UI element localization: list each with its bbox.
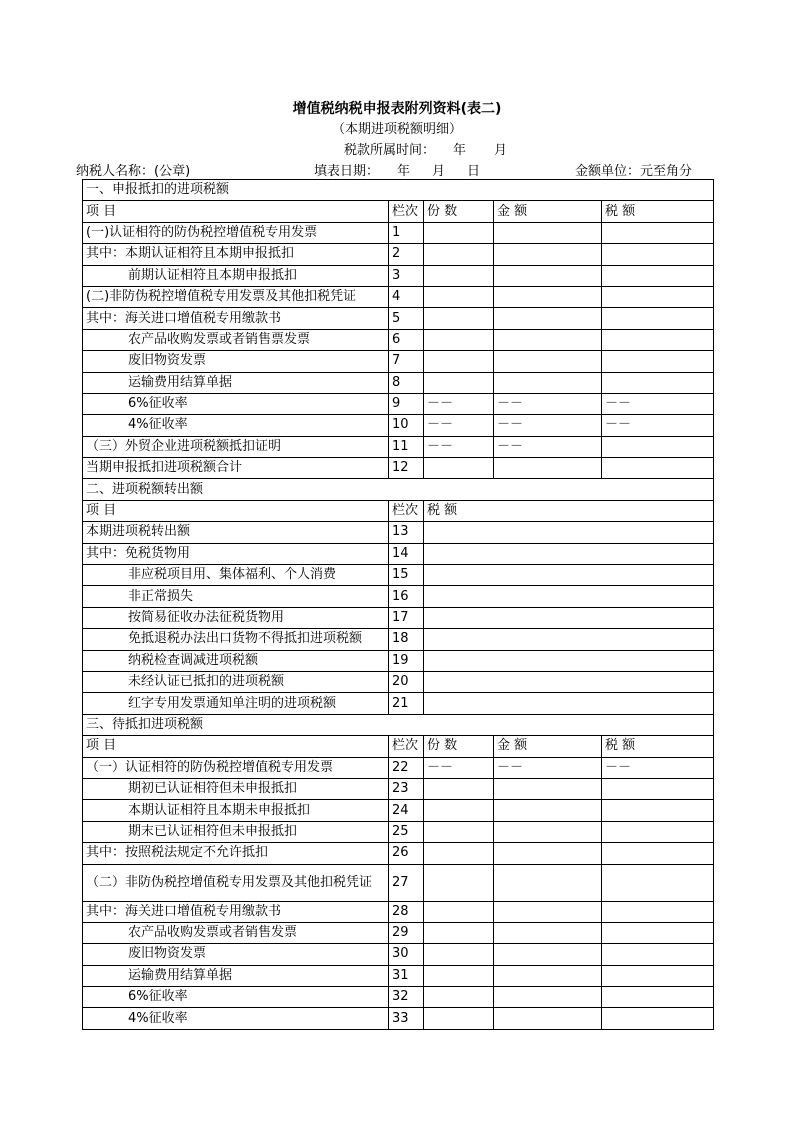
tax-cell[interactable] [602,800,714,821]
row-label: 6%征收率 [83,393,389,414]
copies-cell[interactable] [424,987,494,1008]
col-tax-header: 税 额 [424,500,714,521]
tax-cell[interactable] [424,671,714,692]
section-header-row [83,479,714,500]
table-row [83,629,714,650]
col-item-header: 项 目 [83,201,389,222]
table-row [83,650,714,671]
row-number: 11 [389,436,424,457]
copies-cell[interactable] [424,922,494,943]
row-label: （二）非防伪税控增值税专用发票及其他扣税凭证 [83,864,389,901]
amount-cell[interactable] [494,1008,602,1029]
amount-cell[interactable] [494,458,602,479]
row-number: 9 [389,393,424,414]
row-number: 15 [389,565,424,586]
amount-cell[interactable] [494,901,602,922]
copies-cell[interactable] [424,965,494,986]
input-tax-detail-table [82,179,714,1030]
row-label: 其中：免税货物用 [83,543,389,564]
tax-cell[interactable] [602,987,714,1008]
row-label: 期末已认证相符但未申报抵扣 [83,821,389,842]
row-label: (二)非防伪税控增值税专用发票及其他扣税凭证 [83,286,389,307]
table-row [83,565,714,586]
dash-cell: －－ [494,393,602,414]
table-row [83,987,714,1008]
row-number: 17 [389,607,424,628]
amount-cell[interactable] [494,864,602,901]
table-row [83,965,714,986]
row-label: 运输费用结算单据 [83,965,389,986]
table-row [83,222,714,243]
row-label: 红字专用发票通知单注明的进项税额 [83,693,389,714]
row-label: 非正常损失 [83,586,389,607]
column-header-row [83,500,714,521]
row-number: 13 [389,522,424,543]
copies-cell[interactable] [424,286,494,307]
table-row [83,329,714,350]
row-label: 当期申报抵扣进项税额合计 [83,458,389,479]
tax-cell[interactable] [602,308,714,329]
row-number: 4 [389,286,424,307]
row-number: 18 [389,629,424,650]
copies-cell[interactable] [424,351,494,372]
table-row [83,244,714,265]
copies-cell[interactable] [424,222,494,243]
fill-date-label: 填表日期： [314,164,380,179]
row-number: 14 [389,543,424,564]
amount-cell[interactable] [494,351,602,372]
row-number: 24 [389,800,424,821]
copies-cell[interactable] [424,901,494,922]
table-row [83,286,714,307]
table-row [83,607,714,628]
copies-cell[interactable] [424,778,494,799]
tax-cell[interactable] [602,436,714,457]
row-label: 前期认证相符且本期申报抵扣 [83,265,389,286]
row-number: 6 [389,329,424,350]
section-title: 一、申报抵扣的进项税额 [83,180,714,201]
table-row [83,693,714,714]
copies-cell[interactable] [424,329,494,350]
amount-cell[interactable] [494,244,602,265]
tax-period-year: 年 [453,143,467,158]
tax-cell[interactable] [424,586,714,607]
row-label: 其中：海关进口增值税专用缴款书 [83,308,389,329]
col-amount-header: 金 额 [494,736,602,757]
tax-period-month: 月 [494,143,508,158]
row-number: 23 [389,778,424,799]
table-row [83,351,714,372]
tax-cell[interactable] [602,944,714,965]
copies-cell[interactable] [424,800,494,821]
col-line-header: 栏次 [389,736,424,757]
tax-cell[interactable] [602,778,714,799]
col-copies-header: 份 数 [424,201,494,222]
row-label: 其中：本期认证相符且本期申报抵扣 [83,244,389,265]
form-title: 增值税纳税申报表附列资料(表二) [292,101,502,117]
tax-cell[interactable] [602,351,714,372]
table-row [83,1008,714,1029]
table-row [83,372,714,393]
table-row [83,436,714,457]
fill-date-day: 日 [467,164,481,179]
amount-cell[interactable] [494,965,602,986]
col-item-header: 项 目 [83,500,389,521]
copies-cell[interactable] [424,372,494,393]
tax-cell[interactable] [424,650,714,671]
section-header-row [83,180,714,201]
fill-date [314,160,480,179]
row-number: 19 [389,650,424,671]
copies-cell[interactable] [424,458,494,479]
amount-cell[interactable] [494,308,602,329]
row-label: 运输费用结算单据 [83,372,389,393]
table-row [83,922,714,943]
table-row [83,778,714,799]
table-row [83,415,714,436]
row-number: 20 [389,671,424,692]
row-label: （一）认证相符的防伪税控增值税专用发票 [83,757,389,778]
table-row [83,671,714,692]
dash-cell: －－ [494,757,602,778]
row-number: 2 [389,244,424,265]
amount-unit-label: 金额单位：元至角分 [574,164,692,179]
row-label: (一)认证相符的防伪税控增值税专用发票 [83,222,389,243]
copies-cell[interactable] [424,244,494,265]
amount-cell[interactable] [494,329,602,350]
amount-cell[interactable] [494,821,602,842]
tax-cell[interactable] [602,901,714,922]
dash-cell: －－ [424,393,494,414]
tax-cell[interactable] [602,286,714,307]
col-copies-header: 份 数 [424,736,494,757]
row-label: 废旧物资发票 [83,351,389,372]
amount-cell[interactable] [494,944,602,965]
dash-cell: －－ [424,436,494,457]
table-row [83,757,714,778]
row-label: 纳税检查调减进项税额 [83,650,389,671]
tax-cell[interactable] [424,693,714,714]
tax-period-label: 税款所属时间： [344,143,436,158]
copies-cell[interactable] [424,864,494,901]
tax-cell[interactable] [424,629,714,650]
row-label: 其中：按照税法规定不允许抵扣 [83,843,389,864]
tax-cell[interactable] [602,965,714,986]
row-label: 期初已认证相符但未申报抵扣 [83,778,389,799]
col-amount-header: 金 额 [494,201,602,222]
form-meta-row [76,160,716,178]
row-label: 6%征收率 [83,987,389,1008]
row-number: 25 [389,821,424,842]
row-label: 本期认证相符且本期未申报抵扣 [83,800,389,821]
table-row [83,843,714,864]
dash-cell: －－ [602,757,714,778]
table-row [83,864,714,901]
amount-cell[interactable] [494,843,602,864]
copies-cell[interactable] [424,308,494,329]
table-row [83,522,714,543]
tax-cell[interactable] [602,244,714,265]
amount-cell[interactable] [494,265,602,286]
table-row [83,586,714,607]
col-line-header: 栏次 [389,500,424,521]
dash-cell: －－ [424,415,494,436]
row-number: 10 [389,415,424,436]
section-title: 二、进项税额转出额 [83,479,714,500]
amount-cell[interactable] [494,922,602,943]
table-row [83,944,714,965]
tax-period [344,139,507,158]
row-label: 按简易征收办法征税货物用 [83,607,389,628]
table-row [83,393,714,414]
col-tax-header: 税 额 [602,736,714,757]
tax-cell[interactable] [602,265,714,286]
copies-cell[interactable] [424,843,494,864]
row-number: 3 [389,265,424,286]
col-tax-header: 税 额 [602,201,714,222]
row-number: 32 [389,987,424,1008]
tax-cell[interactable] [602,372,714,393]
dash-cell: －－ [602,393,714,414]
table-row [83,821,714,842]
row-label: 4%征收率 [83,415,389,436]
row-number: 7 [389,351,424,372]
col-item-header: 项 目 [83,736,389,757]
tax-cell[interactable] [602,821,714,842]
row-number: 30 [389,944,424,965]
tax-cell[interactable] [602,843,714,864]
copies-cell[interactable] [424,265,494,286]
tax-cell[interactable] [602,222,714,243]
amount-cell[interactable] [494,372,602,393]
form-subtitle: （本期进项税额明细） [331,122,462,137]
row-label: 农产品收购发票或者销售发票 [83,922,389,943]
amount-cell[interactable] [494,778,602,799]
row-label: 其中：海关进口增值税专用缴款书 [83,901,389,922]
copies-cell[interactable] [424,944,494,965]
row-label: （三）外贸企业进项税额抵扣证明 [83,436,389,457]
taxpayer-name-label: 纳税人名称：(公章) [76,164,191,179]
column-header-row [83,201,714,222]
table-row [83,800,714,821]
table-row [83,901,714,922]
row-number: 26 [389,843,424,864]
fill-date-year: 年 [397,164,411,179]
tax-cell[interactable] [424,565,714,586]
row-number: 27 [389,864,424,901]
fill-date-month: 月 [432,164,446,179]
dash-cell: －－ [494,415,602,436]
tax-cell[interactable] [602,458,714,479]
row-number: 8 [389,372,424,393]
row-label: 未经认证已抵扣的进项税额 [83,671,389,692]
table-row [83,458,714,479]
section-title: 三、待抵扣进项税额 [83,714,714,735]
dash-cell: －－ [602,415,714,436]
row-number: 1 [389,222,424,243]
row-number: 12 [389,458,424,479]
tax-cell[interactable] [424,607,714,628]
section-header-row [83,714,714,735]
row-label: 本期进项税转出额 [83,522,389,543]
tax-cell[interactable] [602,864,714,901]
row-number: 16 [389,586,424,607]
amount-cell[interactable] [494,222,602,243]
tax-cell[interactable] [424,522,714,543]
row-label: 废旧物资发票 [83,944,389,965]
col-line-header: 栏次 [389,201,424,222]
tax-cell[interactable] [602,922,714,943]
row-number: 5 [389,308,424,329]
row-number: 22 [389,757,424,778]
table-row [83,543,714,564]
row-number: 21 [389,693,424,714]
row-number: 29 [389,922,424,943]
copies-cell[interactable] [424,821,494,842]
row-label: 4%征收率 [83,1008,389,1029]
amount-cell[interactable] [494,800,602,821]
copies-cell[interactable] [424,1008,494,1029]
table-row [83,308,714,329]
column-header-row [83,736,714,757]
row-label: 非应税项目用、集体福利、个人消费 [83,565,389,586]
tax-cell[interactable] [602,329,714,350]
row-number: 31 [389,965,424,986]
tax-cell[interactable] [602,1008,714,1029]
row-number: 28 [389,901,424,922]
row-label: 免抵退税办法出口货物不得抵扣进项税额 [83,629,389,650]
dash-cell: －－ [494,436,602,457]
row-label: 农产品收购发票或者销售票发票 [83,329,389,350]
table-row [83,265,714,286]
row-number: 33 [389,1008,424,1029]
dash-cell: －－ [424,757,494,778]
tax-cell[interactable] [424,543,714,564]
amount-cell[interactable] [494,286,602,307]
amount-cell[interactable] [494,987,602,1008]
